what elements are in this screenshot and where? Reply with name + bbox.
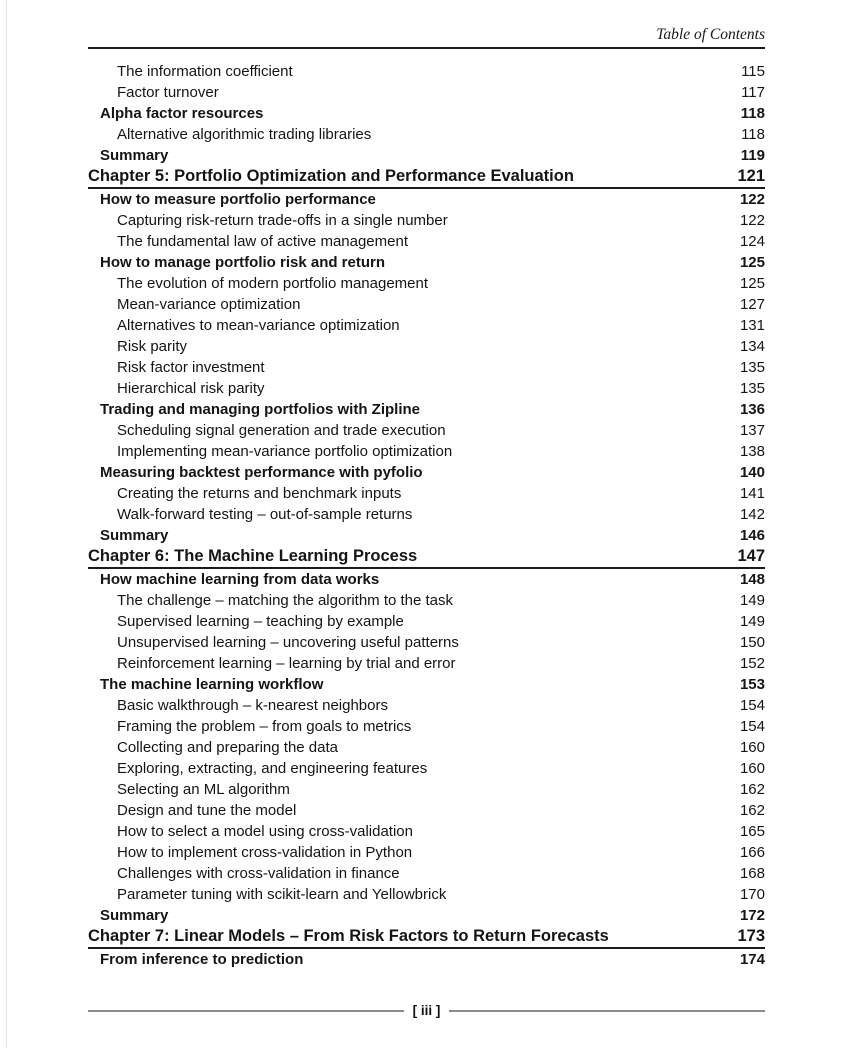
toc-entry-title: Summary (100, 907, 169, 924)
toc-entry (88, 231, 765, 252)
toc-entry-page: 121 (737, 167, 765, 185)
toc-entry (88, 124, 765, 145)
toc-entry-page: 136 (739, 401, 765, 418)
toc-entry-title: Alternative algorithmic trading libraries (117, 126, 372, 143)
toc-entry-page: 137 (739, 422, 765, 439)
toc-entry-page: 162 (739, 781, 765, 798)
toc-entry-title: How to manage portfolio risk and return (100, 254, 386, 271)
toc-entry-page: 154 (739, 718, 765, 735)
toc-entry-title: Scheduling signal generation and trade execution (117, 422, 446, 439)
toc-entry-title: Implementing mean-variance portfolio optimization (117, 443, 453, 460)
toc-entry-page: 146 (739, 527, 765, 544)
toc-entry-title: Capturing risk-return trade-offs in a single number (117, 212, 448, 229)
toc-entry (88, 357, 765, 378)
toc-entry (88, 252, 765, 273)
toc-entry-title: Design and tune the model (117, 802, 297, 819)
toc-entry (88, 210, 765, 231)
page-edge-line (6, 0, 7, 1048)
toc-entry-title: Unsupervised learning – uncovering useful patterns (117, 634, 459, 651)
toc-entry (88, 462, 765, 483)
toc-entry (88, 145, 765, 166)
toc-entry-title: Reinforcement learning – learning by trial and error (117, 655, 456, 672)
toc-entry-page: 125 (739, 254, 765, 271)
toc-entry (88, 949, 765, 970)
toc-entry (88, 779, 765, 800)
toc-entry (88, 695, 765, 716)
toc-entry (88, 716, 765, 737)
toc-entry-page: 122 (739, 191, 765, 208)
toc-entry-title: Trading and managing portfolios with Zipline (100, 401, 420, 418)
toc-entry (88, 546, 765, 569)
toc-entry (88, 82, 765, 103)
toc-entry-title: Chapter 6: The Machine Learning Process (88, 547, 418, 565)
toc-entry (88, 905, 765, 926)
toc-entry (88, 611, 765, 632)
toc-entry-title: Summary (100, 527, 169, 544)
toc-entry (88, 842, 765, 863)
toc-entry-title: Selecting an ML algorithm (117, 781, 290, 798)
toc-entry-title: Walk-forward testing – out-of-sample returns (117, 506, 413, 523)
toc-entry-page: 138 (739, 443, 765, 460)
toc-entry-title: Risk factor investment (117, 359, 265, 376)
toc-entry (88, 61, 765, 82)
toc-entry-page: 166 (739, 844, 765, 861)
footer-rule-left (88, 1010, 404, 1012)
toc-entry-title: Collecting and preparing the data (117, 739, 338, 756)
toc-entry-title: Hierarchical risk parity (117, 380, 265, 397)
toc-entry-title: The fundamental law of active management (117, 233, 408, 250)
toc-entry-page: 148 (739, 571, 765, 588)
toc-entry-title: The information coefficient (117, 63, 293, 80)
toc-entry-page: 153 (739, 676, 765, 693)
toc-entry (88, 569, 765, 590)
page-number-label: [ iii ] (412, 1003, 441, 1018)
toc-entry-page: 131 (739, 317, 765, 334)
toc-entry-page: 141 (739, 485, 765, 502)
toc-entry-title: How machine learning from data works (100, 571, 380, 588)
toc-entry (88, 653, 765, 674)
toc-entry (88, 884, 765, 905)
toc-entry-page: 124 (739, 233, 765, 250)
toc-entry-page: 174 (739, 951, 765, 968)
toc-entry-page: 152 (739, 655, 765, 672)
toc-entry-title: How to measure portfolio performance (100, 191, 376, 208)
toc-entry (88, 737, 765, 758)
toc-entry-title: Framing the problem – from goals to metrics (117, 718, 412, 735)
toc-entry (88, 166, 765, 189)
toc-entry-page: 170 (739, 886, 765, 903)
toc-entry-page: 122 (739, 212, 765, 229)
toc-entry-title: Chapter 5: Portfolio Optimization and Performance Evaluation (88, 167, 574, 185)
toc-entry-page: 117 (741, 84, 765, 101)
toc-entry-title: Parameter tuning with scikit-learn and Yellowbrick (117, 886, 447, 903)
toc-entry-title: The evolution of modern portfolio management (117, 275, 429, 292)
toc-entry-page: 162 (739, 802, 765, 819)
toc-entry-page: 154 (739, 697, 765, 714)
toc-entry-title: Supervised learning – teaching by example (117, 613, 404, 630)
toc-entry-title: Challenges with cross-validation in finance (117, 865, 400, 882)
toc-entry-title: Mean-variance optimization (117, 296, 301, 313)
toc-entry-title: Summary (100, 147, 169, 164)
toc-entry-page: 118 (741, 126, 765, 143)
toc-entry (88, 800, 765, 821)
toc-entry (88, 483, 765, 504)
toc-entry-page: 147 (737, 547, 765, 565)
toc-entry-page: 142 (739, 506, 765, 523)
toc-entry-page: 149 (739, 613, 765, 630)
toc-entry-page: 134 (739, 338, 765, 355)
page-footer (88, 1003, 765, 1018)
table-of-contents (88, 61, 765, 970)
toc-entry (88, 294, 765, 315)
toc-entry (88, 378, 765, 399)
toc-entry-title: Measuring backtest performance with pyfolio (100, 464, 423, 481)
toc-entry (88, 504, 765, 525)
toc-entry (88, 441, 765, 462)
running-head-title: Table of Contents (656, 26, 765, 43)
toc-entry-title: Alpha factor resources (100, 105, 264, 122)
toc-entry-title: Chapter 7: Linear Models – From Risk Factors to Return Forecasts (88, 927, 609, 945)
toc-entry-page: 127 (739, 296, 765, 313)
toc-entry-page: 168 (739, 865, 765, 882)
toc-entry-title: Creating the returns and benchmark inputs (117, 485, 402, 502)
toc-entry-title: How to implement cross-validation in Python (117, 844, 413, 861)
toc-entry (88, 189, 765, 210)
toc-entry-title: How to select a model using cross-validation (117, 823, 413, 840)
toc-entry (88, 525, 765, 546)
toc-entry-title: The challenge – matching the algorithm to the task (117, 592, 454, 609)
toc-entry-title: Basic walkthrough – k-nearest neighbors (117, 697, 388, 714)
toc-entry (88, 399, 765, 420)
toc-entry (88, 863, 765, 884)
toc-entry-page: 125 (739, 275, 765, 292)
toc-entry-page: 160 (739, 739, 765, 756)
toc-entry (88, 420, 765, 441)
toc-entry (88, 315, 765, 336)
toc-entry (88, 821, 765, 842)
toc-entry (88, 632, 765, 653)
page-header (88, 0, 765, 49)
toc-entry-page: 118 (740, 105, 765, 122)
toc-entry-title: From inference to prediction (100, 951, 304, 968)
toc-entry (88, 273, 765, 294)
toc-entry-page: 172 (739, 907, 765, 924)
toc-entry-page: 160 (739, 760, 765, 777)
toc-entry (88, 674, 765, 695)
toc-entry-page: 165 (739, 823, 765, 840)
toc-entry (88, 758, 765, 779)
toc-entry-page: 115 (741, 63, 765, 80)
toc-entry-page: 149 (739, 592, 765, 609)
toc-entry-title: Risk parity (117, 338, 188, 355)
toc-entry-page: 150 (739, 634, 765, 651)
toc-entry-title: The machine learning workflow (100, 676, 324, 693)
toc-entry (88, 103, 765, 124)
toc-entry (88, 590, 765, 611)
toc-entry (88, 926, 765, 949)
toc-entry-page: 173 (737, 927, 765, 945)
toc-entry-page: 135 (739, 359, 765, 376)
toc-entry-page: 135 (739, 380, 765, 397)
toc-entry-title: Exploring, extracting, and engineering features (117, 760, 428, 777)
toc-entry-title: Factor turnover (117, 84, 219, 101)
toc-entry-title: Alternatives to mean-variance optimization (117, 317, 400, 334)
footer-rule-right (449, 1010, 765, 1012)
toc-entry-page: 119 (740, 147, 765, 164)
toc-entry-page: 140 (739, 464, 765, 481)
toc-entry (88, 336, 765, 357)
